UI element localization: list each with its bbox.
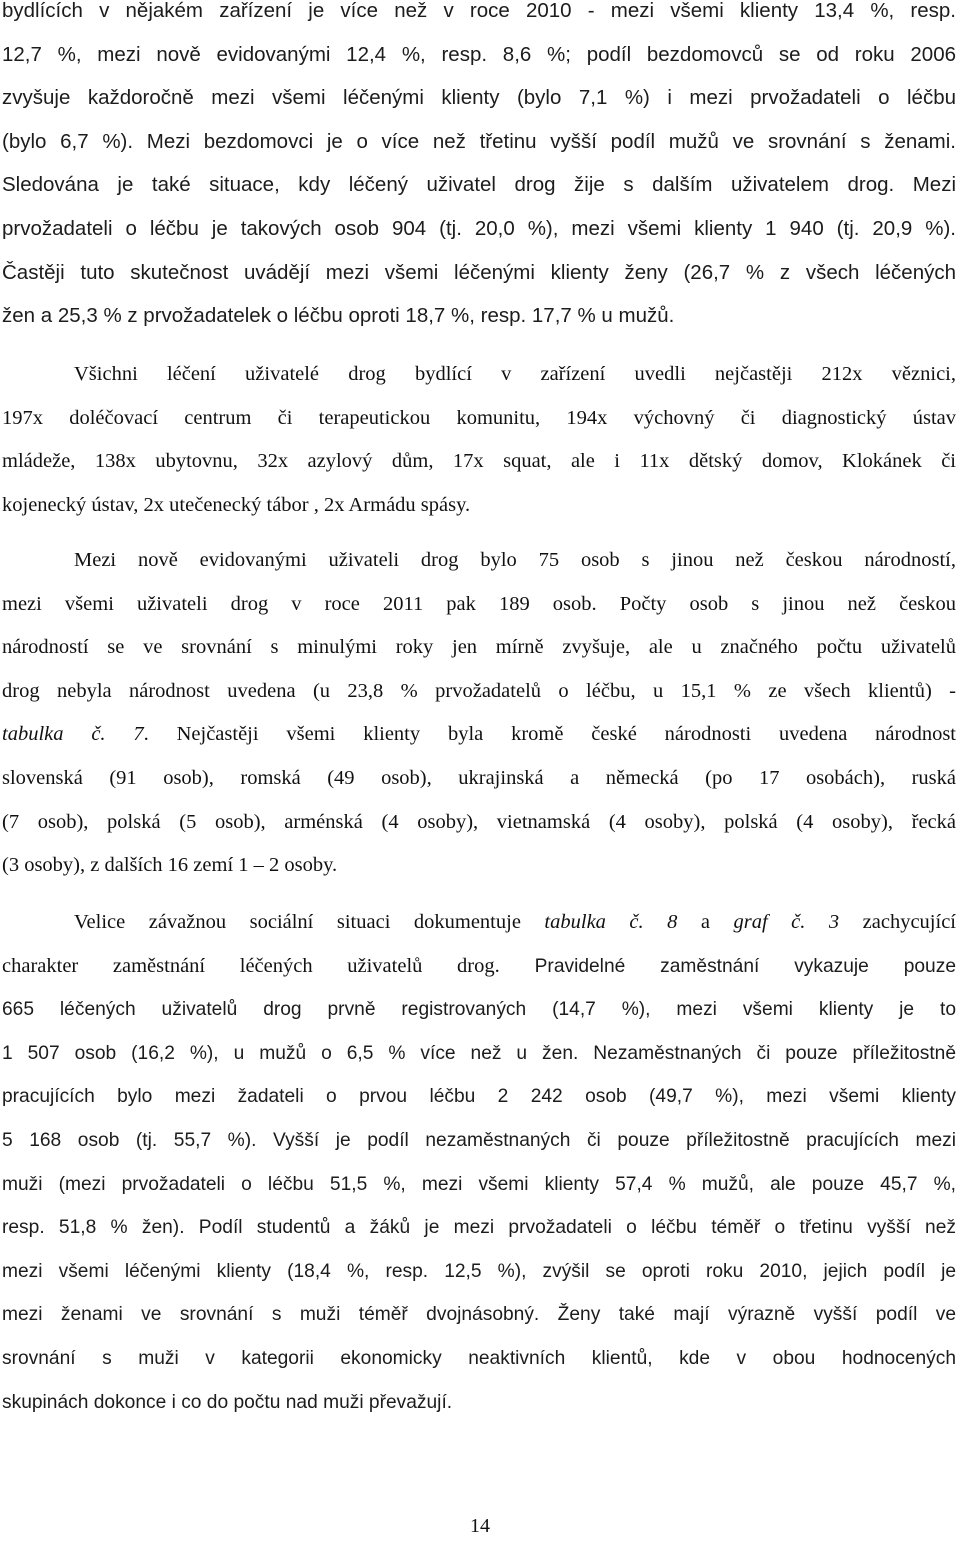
text-line: mezi všemi léčenými klienty (18,4 %, resp. 12,5 %), zvýšil se oproti roku 2010, jejich podíl je (2, 1260, 956, 1282)
text-line: mezi všemi uživateli drog v roce 2011 pak 189 osob. Počty osob s jinou než českou (2, 592, 956, 615)
text-fragment: a (677, 911, 734, 933)
text-line: 5 168 osob (tj. 55,7 %). Vyšší je podíl nezaměstnaných či pouze příležitostně pracujících mezi (2, 1129, 956, 1151)
text-line: muži (mezi prvožadateli o léčbu 51,5 %, mezi všemi klienty 57,4 % mužů, ale pouze 45,7 %, (2, 1173, 956, 1195)
text-line: zvyšuje každoročně mezi všemi léčenými klienty (bylo 7,1 %) i mezi prvožadateli o léčbu (2, 86, 956, 110)
text-line: pracujících bylo mezi žadateli o prvou léčbu 2 242 osob (49,7 %), mezi všemi klienty (2, 1086, 956, 1108)
paragraph-nationality (2, 539, 956, 888)
text-fragment: charakter zaměstnání léčených uživatelů drog. (2, 954, 500, 977)
text-line: resp. 51,8 % žen). Podíl studentů a žáků je mezi prvožadateli o léčbu téměř o třetinu vyšší než (2, 1217, 956, 1239)
text-fragment: zachycující (839, 911, 956, 933)
text-fragment: Velice závažnou sociální situaci dokumentuje (74, 911, 545, 933)
text-line: skupinách dokonce i co do počtu nad muži převažují. (2, 1391, 453, 1413)
text-line: (bylo 6,7 %). Mezi bezdomovci je o více než třetinu vyšší podíl mužů ve srovnání s ženami. (2, 129, 956, 153)
text-line: slovenská (91 osob), romská (49 osob), ukrajinská a německá (po 17 osobách), ruská (2, 766, 956, 789)
text-fragment: . Nejčastěji všemi klienty byla kromě české národnosti uvedena národnost (143, 723, 957, 746)
text-line: mládeže, 138x ubytovnu, 32x azylový dům, 17x squat, ale i 11x dětský domov, Klokánek či (2, 450, 956, 473)
page-number: 14 (470, 1515, 490, 1537)
text-line: (7 osob), polská (5 osob), arménská (4 osoby), vietnamská (4 osoby), polská (4 osoby), řecká (2, 810, 956, 833)
text-line: prvožadateli o léčbu je takových osob 904 (tj. 20,0 %), mezi všemi klienty 1 940 (tj. 20,9 %). (2, 216, 956, 240)
paragraph-living-situation (2, 0, 956, 338)
text-line: 665 léčených uživatelů drog prvně registrovaných (14,7 %), mezi všemi klienty je to (2, 999, 956, 1021)
text-line: 197x doléčovací centrum či terapeutickou komunitu, 194x výchovný či diagnostický ústav (2, 406, 956, 429)
paragraph-employment (2, 901, 956, 1424)
text-line: 1 507 osob (16,2 %), u mužů o 6,5 % více než u žen. Nezaměstnaných či pouze příležitostně (2, 1042, 956, 1064)
text-line: kojenecký ústav, 2x utečenecký tábor , 2x Armádu spásy. (2, 493, 471, 516)
graph-reference: graf č. 3 (733, 911, 840, 933)
text-line (2, 901, 956, 945)
text-line: (3 osoby), z dalších 16 zemí 1 – 2 osoby. (2, 854, 338, 877)
text-line: Častěji tuto skutečnost uvádějí mezi všemi léčenými klienty ženy (26,7 % z všech léčených (2, 260, 956, 284)
text-line: drog nebyla národnost uvedena (u 23,8 % prvožadatelů o léčbu, u 15,1 % ze všech klientů) - (2, 679, 956, 702)
text-fragment: Pravidelné zaměstnání vykazuje pouze (499, 955, 956, 977)
paragraph-facilities (2, 353, 956, 527)
text-line (2, 945, 956, 989)
table-reference: tabulka č. 7 (2, 723, 144, 746)
text-line: srovnání s muži v kategorii ekonomicky neaktivních klientů, kde v obou hodnocených (2, 1347, 956, 1369)
text-line: Sledována je také situace, kdy léčený uživatel drog žije s dalším uživatelem drog. Mezi (2, 173, 956, 197)
text-line: Všichni léčení uživatelé drog bydlící v zařízení uvedli nejčastěji 212x věznici, (74, 363, 956, 385)
text-line: mezi ženami ve srovnání s muži téměř dvojnásobný. Ženy také mají výrazně vyšší podíl ve (2, 1304, 956, 1326)
text-line: žen a 25,3 % z prvožadatelek o léčbu oproti 18,7 %, resp. 17,7 % u mužů. (2, 304, 675, 328)
text-line: Mezi nově evidovanými uživateli drog bylo 75 osob s jinou než českou národností, (74, 549, 956, 571)
text-line: bydlících v nějakém zařízení je více než v roce 2010 - mezi všemi klienty 13,4 %, resp. (2, 0, 956, 22)
text-line: národností se ve srovnání s minulými roky jen mírně zvyšuje, ale u značného počtu uživatelů (2, 636, 956, 659)
text-line: 12,7 %, mezi nově evidovanými 12,4 %, resp. 8,6 %; podíl bezdomovců se od roku 2006 (2, 42, 956, 66)
table-reference: tabulka č. 8 (544, 911, 678, 933)
text-line (2, 713, 956, 757)
